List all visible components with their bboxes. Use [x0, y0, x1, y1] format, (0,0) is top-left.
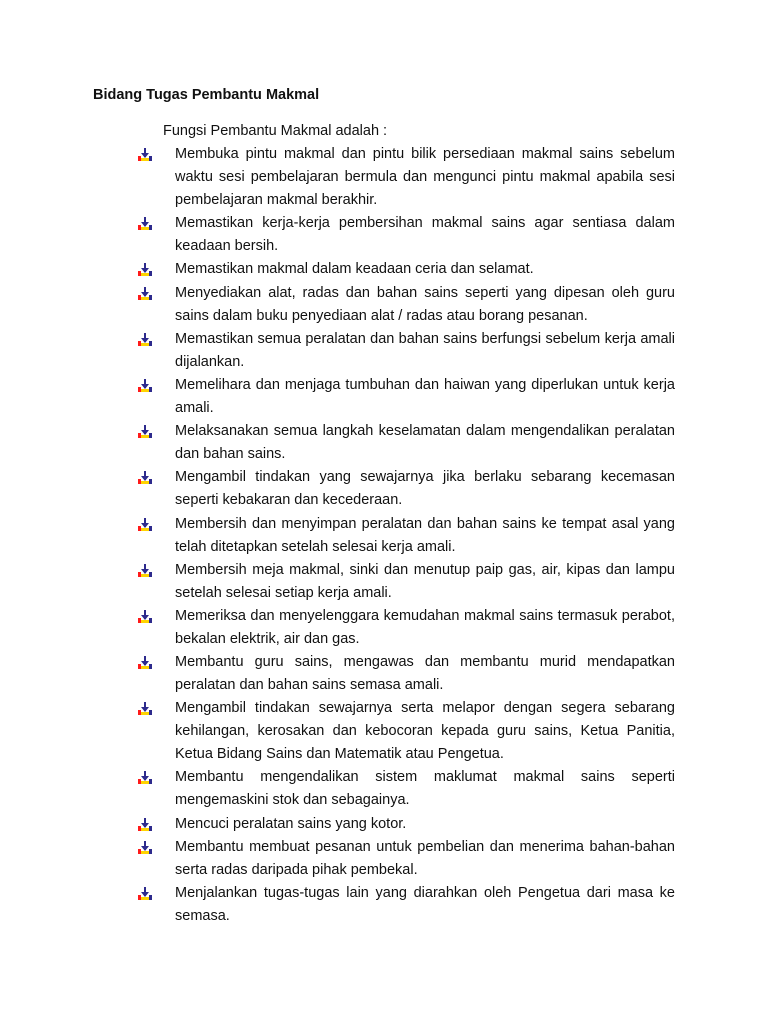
list-item-text: Membantu membuat pesanan untuk pembelian dan menerima bahan-bahan serta radas daripada pihak pembekal. [175, 838, 675, 878]
arrow-bullet-icon [138, 333, 152, 346]
list-item [138, 766, 675, 812]
arrow-bullet-icon [138, 379, 152, 392]
list-item [138, 328, 675, 374]
intro-text: Fungsi Pembantu Makmal adalah : [163, 123, 388, 139]
list-item-text: Mengambil tindakan yang sewajarnya jika berlaku sebarang kecemasan seperti kebakaran dan kecederaan. [175, 469, 675, 509]
list-item-text: Memastikan kerja-kerja pembersihan makmal sains agar sentiasa dalam keadaan bersih. [175, 215, 675, 255]
list-item-text: Memelihara dan menjaga tumbuhan dan haiwan yang diperlukan untuk kerja amali. [175, 376, 675, 416]
list-item [138, 697, 675, 766]
list-item [138, 374, 675, 420]
arrow-bullet-icon [138, 841, 152, 854]
duties-list [138, 143, 675, 928]
arrow-bullet-icon [138, 217, 152, 230]
list-item [138, 212, 675, 258]
arrow-bullet-icon [138, 148, 152, 161]
list-item-text: Membuka pintu makmal dan pintu bilik persediaan makmal sains sebelum waktu sesi pembelajaran bermula dan mengunci pintu makmal apabila sesi pembelajaran makmal berakhir. [175, 146, 675, 208]
document-title: Bidang Tugas Pembantu Makmal [93, 87, 320, 103]
list-item-text: Memastikan semua peralatan dan bahan sains berfungsi sebelum kerja amali dijalankan. [175, 330, 675, 370]
arrow-bullet-icon [138, 771, 152, 784]
list-item [138, 651, 675, 697]
list-item [138, 559, 675, 605]
list-item-text: Mengambil tindakan sewajarnya serta melapor dengan segera sebarang kehilangan, kerosakan dan kebocoran kepada guru sains, Ketua Panitia, Ketua Bidang Sains dan Matematik atau Pengetua. [175, 700, 675, 763]
arrow-bullet-icon [138, 425, 152, 438]
list-item-text: Membersih meja makmal, sinki dan menutup paip gas, air, kipas dan lampu setelah selesai setiap kerja amali. [175, 561, 675, 601]
list-item-text: Memastikan makmal dalam keadaan ceria dan selamat. [175, 261, 534, 278]
list-item-text: Membantu mengendalikan sistem maklumat makmal sains seperti mengemaskini stok dan sebagainya. [175, 769, 675, 809]
list-item-text: Melaksanakan semua langkah keselamatan dalam mengendalikan peralatan dan bahan sains. [175, 423, 675, 463]
list-item [138, 143, 675, 212]
arrow-bullet-icon [138, 610, 152, 623]
arrow-bullet-icon [138, 818, 152, 831]
list-item [138, 466, 675, 512]
arrow-bullet-icon [138, 287, 152, 300]
arrow-bullet-icon [138, 263, 152, 276]
arrow-bullet-icon [138, 887, 152, 900]
list-item-text: Menyediakan alat, radas dan bahan sains seperti yang dipesan oleh guru sains dalam buku penyediaan alat / radas atau borang pesanan. [175, 284, 675, 324]
arrow-bullet-icon [138, 471, 152, 484]
list-item-text: Membersih dan menyimpan peralatan dan bahan sains ke tempat asal yang telah ditetapkan setelah selesai kerja amali. [175, 515, 675, 555]
arrow-bullet-icon [138, 564, 152, 577]
list-item [138, 258, 675, 281]
list-item-text: Membantu guru sains, mengawas dan membantu murid mendapatkan peralatan dan bahan sains semasa amali. [175, 654, 675, 694]
arrow-bullet-icon [138, 518, 152, 531]
list-item-text: Menjalankan tugas-tugas lain yang diarahkan oleh Pengetua dari masa ke semasa. [175, 885, 675, 924]
list-item [138, 605, 675, 651]
arrow-bullet-icon [138, 656, 152, 669]
arrow-bullet-icon [138, 702, 152, 715]
list-item-text: Memeriksa dan menyelenggara kemudahan makmal sains termasuk perabot, bekalan elektrik, air dan gas. [175, 607, 675, 647]
list-item [138, 813, 675, 836]
list-item [138, 836, 675, 882]
list-item [138, 882, 675, 928]
list-item-text: Mencuci peralatan sains yang kotor. [175, 815, 407, 832]
list-item [138, 282, 675, 328]
list-item [138, 420, 675, 466]
list-item [138, 513, 675, 559]
